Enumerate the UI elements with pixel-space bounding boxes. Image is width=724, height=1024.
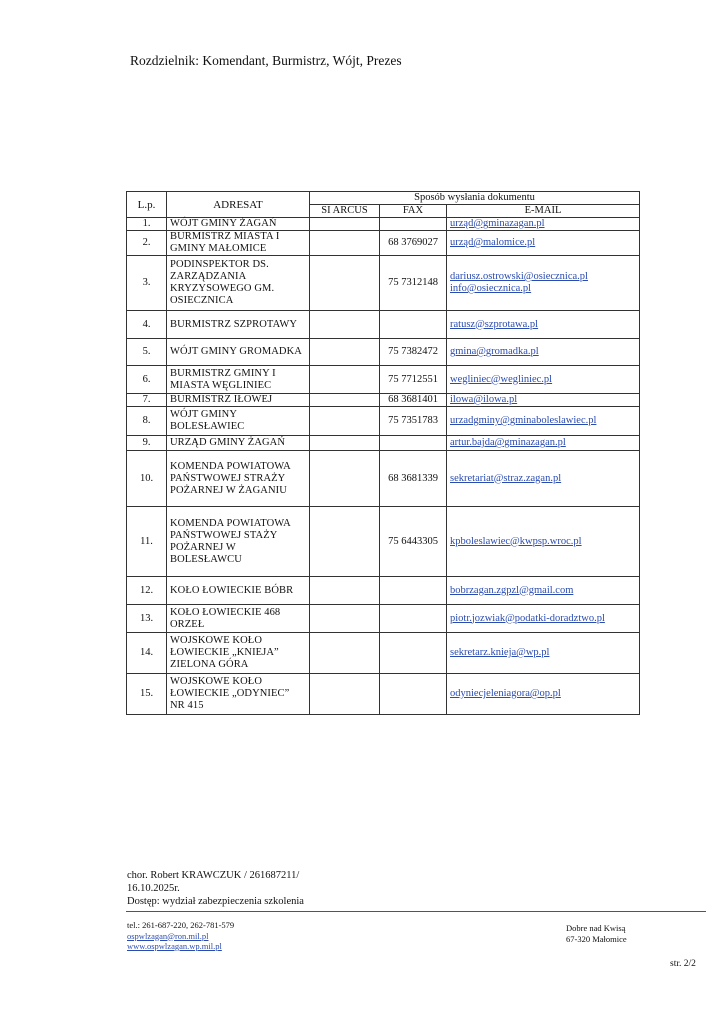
email-link[interactable]: odyniecjeleniagora@op.pl — [450, 688, 561, 699]
addressee-name: BURMISTRZ MIASTA I GMINY MAŁOMICE — [167, 231, 310, 256]
email-link[interactable]: ratusz@szprotawa.pl — [450, 318, 539, 330]
si-arcus-cell — [310, 311, 380, 339]
email-cell — [447, 407, 640, 436]
table-row — [127, 407, 640, 436]
column-header-fax: FAX — [380, 205, 447, 218]
email-cell — [447, 366, 640, 394]
addressee-name: KOMENDA POWIATOWA PAŃSTWOWEJ STRAŻY POŻARNEJ W ŻAGANIU — [167, 451, 310, 507]
contact-email-link[interactable]: ospwlzagan@ron.mil.pl — [127, 930, 209, 941]
row-number: 15. — [127, 674, 167, 715]
addressee-name: WÓJT GMINY BOLESŁAWIEC — [167, 407, 310, 436]
email-link[interactable]: urzadgminy@gminaboleslawiec.pl — [450, 415, 597, 426]
fax-number — [380, 674, 447, 715]
si-arcus-cell — [310, 407, 380, 436]
document-date: 16.10.2025r. — [127, 883, 180, 894]
addressee-name: PODINSPEKTOR DS. ZARZĄDZANIA KRYZYSOWEGO GM. OSIECZNICA — [167, 256, 310, 311]
table-row — [127, 394, 640, 407]
fax-number — [380, 436, 447, 451]
distribution-table — [126, 191, 640, 715]
email-link[interactable]: bobrzagan.zgpzl@gmail.com — [450, 584, 574, 596]
email-cell — [447, 311, 640, 339]
si-arcus-cell — [310, 577, 380, 605]
table-row — [127, 605, 640, 633]
addressee-name: KOŁO ŁOWIECKIE 468 ORZEŁ — [167, 605, 310, 633]
table-row — [127, 507, 640, 577]
si-arcus-cell — [310, 674, 380, 715]
distribution-heading: Rozdzielnik: Komendant, Burmistrz, Wójt, Prezes — [130, 53, 402, 68]
email-link[interactable]: sekretarz.knieja@wp.pl — [450, 647, 550, 658]
fax-number: 75 7351783 — [380, 407, 447, 436]
email-cell — [447, 231, 640, 256]
table-row — [127, 674, 640, 715]
email-cell — [447, 605, 640, 633]
addressee-name: WÓJT GMINY GROMADKA — [167, 339, 310, 366]
fax-number: 68 3769027 — [380, 231, 447, 256]
email-cell — [447, 256, 640, 311]
email-cell — [447, 674, 640, 715]
fax-number: 75 7312148 — [380, 256, 447, 311]
email-cell — [447, 577, 640, 605]
si-arcus-cell — [310, 605, 380, 633]
fax-number: 68 3681339 — [380, 451, 447, 507]
fax-number: 68 3681401 — [380, 394, 447, 407]
contact-block — [127, 920, 234, 952]
fax-number — [380, 633, 447, 674]
email-cell — [447, 436, 640, 451]
row-number: 9. — [127, 436, 167, 451]
email-link[interactable]: urząd@gminazagan.pl — [450, 218, 545, 229]
email-cell — [447, 394, 640, 407]
si-arcus-cell — [310, 451, 380, 507]
phone-numbers: tel.: 261-687-220, 262-781-579 — [127, 920, 235, 930]
row-number: 7. — [127, 394, 167, 407]
addressee-name: WOJSKOWE KOŁO ŁOWIECKIE „ODYNIEC” NR 415 — [167, 674, 310, 715]
addressee-name: WÓJT GMINY ŻAGAŃ — [167, 218, 310, 231]
fax-number: 75 7382472 — [380, 339, 447, 366]
row-number: 14. — [127, 633, 167, 674]
si-arcus-cell — [310, 436, 380, 451]
si-arcus-cell — [310, 256, 380, 311]
email-link[interactable]: dariusz.ostrowski@osiecznica.pl — [450, 271, 588, 282]
email-link[interactable]: gmina@gromadka.pl — [450, 346, 539, 357]
si-arcus-cell — [310, 633, 380, 674]
row-number: 5. — [127, 339, 167, 366]
addressee-name: BURMISTRZ IŁOWEJ — [167, 394, 310, 407]
table-row — [127, 366, 640, 394]
author-block — [127, 869, 304, 908]
table-row — [127, 218, 640, 231]
column-header-si-arcus: SI ARCUS — [310, 205, 380, 218]
page-number: str. 2/2 — [670, 959, 696, 969]
email-link-secondary[interactable]: info@osiecznica.pl — [450, 283, 532, 294]
table-row — [127, 311, 640, 339]
postal-address — [566, 923, 627, 944]
column-header-addressee: ADRESAT — [167, 192, 310, 218]
email-cell — [447, 451, 640, 507]
table-row — [127, 256, 640, 311]
email-cell — [447, 507, 640, 577]
row-number: 11. — [127, 507, 167, 577]
addressee-name: BURMISTRZ GMINY I MIASTA WĘGLINIEC — [167, 366, 310, 394]
addressee-name: KOŁO ŁOWIECKIE BÓBR — [167, 577, 310, 605]
email-link[interactable]: urząd@malomice.pl — [450, 237, 536, 248]
address-line-2: 67-320 Małomice — [566, 933, 627, 944]
column-header-method: Sposób wysłania dokumentu — [310, 192, 640, 205]
si-arcus-cell — [310, 339, 380, 366]
row-number: 1. — [127, 218, 167, 231]
addressee-name: URZĄD GMINY ŻAGAŃ — [167, 436, 310, 451]
si-arcus-cell — [310, 394, 380, 407]
access-note: Dostęp: wydział zabezpieczenia szkolenia — [127, 896, 304, 907]
email-link[interactable]: kpboleslawiec@kwpsp.wroc.pl — [450, 535, 582, 547]
table-row — [127, 339, 640, 366]
table-row — [127, 451, 640, 507]
email-link[interactable]: piotr.jozwiak@podatki-doradztwo.pl — [450, 612, 605, 624]
row-number: 3. — [127, 256, 167, 311]
email-cell — [447, 339, 640, 366]
addressee-name: WOJSKOWE KOŁO ŁOWIECKIE „KNIEJA” ZIELONA GÓRA — [167, 633, 310, 674]
table-row — [127, 633, 640, 674]
fax-number — [380, 218, 447, 231]
email-link[interactable]: sekretariat@straz.zagan.pl — [450, 472, 562, 484]
email-link[interactable]: artur.bajda@gminazagan.pl — [450, 437, 566, 448]
email-link[interactable]: wegliniec@wegliniec.pl — [450, 373, 553, 385]
row-number: 2. — [127, 231, 167, 256]
author-name: chor. Robert KRAWCZUK / 261687211/ — [127, 870, 300, 881]
column-header-lp: L.p. — [127, 192, 167, 218]
si-arcus-cell — [310, 366, 380, 394]
si-arcus-cell — [310, 218, 380, 231]
table-row — [127, 577, 640, 605]
addressee-name: BURMISTRZ SZPROTAWY — [167, 311, 310, 339]
footer-divider — [126, 911, 706, 912]
addressee-name: KOMENDA POWIATOWA PAŃSTWOWEJ STAŻY POŻARNEJ W BOLESŁAWCU — [167, 507, 310, 577]
email-cell — [447, 633, 640, 674]
row-number: 6. — [127, 366, 167, 394]
email-link[interactable]: ilowa@ilowa.pl — [450, 394, 518, 405]
row-number: 10. — [127, 451, 167, 507]
si-arcus-cell — [310, 231, 380, 256]
table-row — [127, 436, 640, 451]
website-link[interactable]: www.ospwlzagan.wp.mil.pl — [127, 941, 222, 951]
row-number: 4. — [127, 311, 167, 339]
fax-number: 75 7712551 — [380, 366, 447, 394]
si-arcus-cell — [310, 507, 380, 577]
row-number: 12. — [127, 577, 167, 605]
email-cell — [447, 218, 640, 231]
fax-number — [380, 311, 447, 339]
row-number: 13. — [127, 605, 167, 633]
fax-number — [380, 605, 447, 633]
row-number: 8. — [127, 407, 167, 436]
address-line-1: Dobre nad Kwisą — [566, 923, 626, 933]
table-row — [127, 231, 640, 256]
fax-number: 75 6443305 — [380, 507, 447, 577]
column-header-email: E-MAIL — [447, 205, 640, 218]
fax-number — [380, 577, 447, 605]
